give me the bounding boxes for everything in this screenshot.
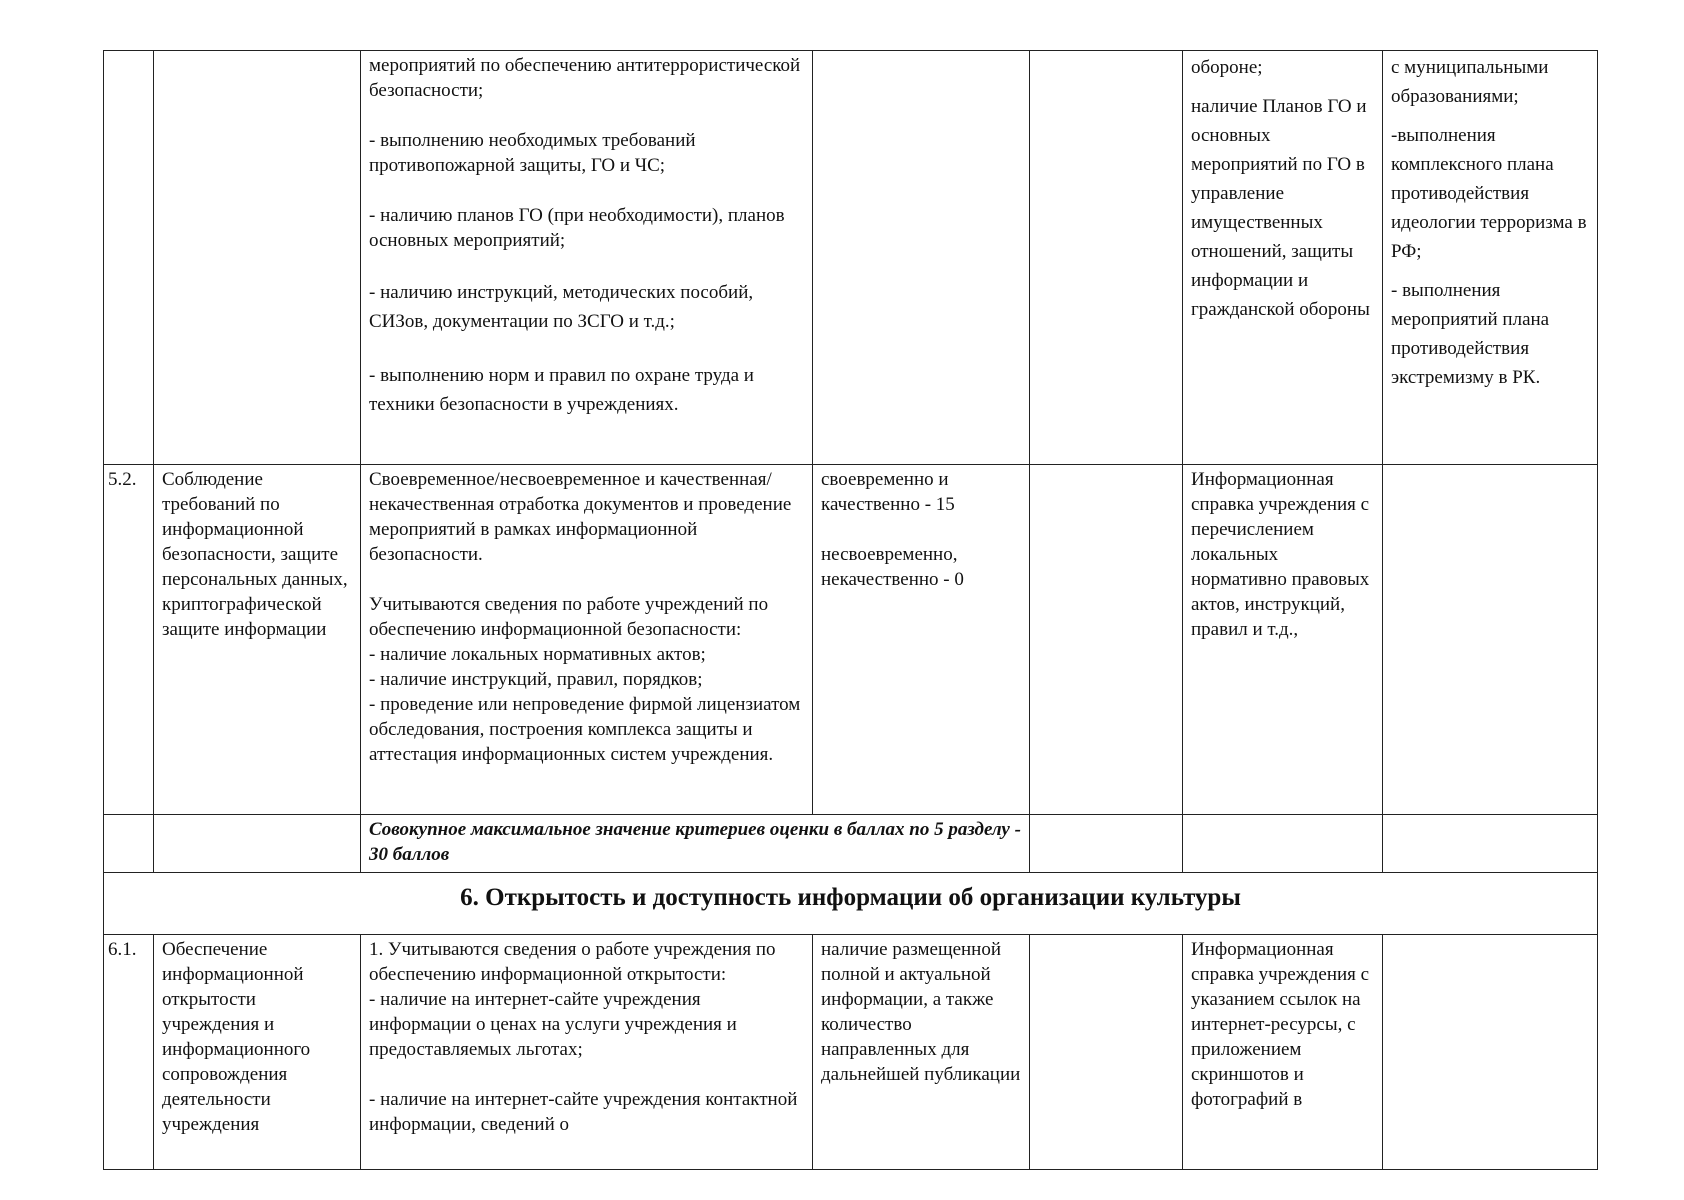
source-cell bbox=[1183, 935, 1383, 1170]
criterion-description-cell bbox=[361, 51, 813, 465]
source-cell: Информационная справка учреждения с перечислением локальных нормативно правовых актов, инструкций, правил и т.д., bbox=[1183, 465, 1383, 815]
description-paragraph: - выполнению необходимых требований противопожарной защиты, ГО и ЧС; bbox=[369, 130, 696, 176]
source-paragraph: наличие Планов ГО и основных мероприятий по ГО в управление имущественных отношений, защиты информации и гражданской обороны bbox=[1191, 96, 1370, 320]
row-number: 6.1. bbox=[104, 935, 154, 1170]
score-line: несвоевременно, некачественно - 0 bbox=[821, 544, 964, 590]
responsible-cell bbox=[1383, 51, 1598, 465]
score-cell bbox=[813, 51, 1030, 465]
score-cell bbox=[813, 935, 1030, 1170]
score-line: своевременно и качественно - 15 bbox=[821, 469, 955, 515]
empty-cell bbox=[1030, 935, 1183, 1170]
empty-cell bbox=[1030, 465, 1183, 815]
empty-cell bbox=[1030, 815, 1183, 873]
section-heading-row bbox=[104, 873, 1598, 935]
criterion-description bbox=[361, 465, 813, 815]
table-row bbox=[104, 465, 1598, 815]
table-row bbox=[104, 51, 1598, 465]
responsible-paragraph: - выполнения мероприятий плана противодействия экстремизму в РК. bbox=[1391, 280, 1550, 388]
table-row bbox=[104, 935, 1598, 1170]
empty-cell bbox=[1383, 815, 1598, 873]
description-block bbox=[369, 937, 804, 1167]
responsible-paragraph: -выполнения комплексного плана противодействия идеологии терроризма в РФ; bbox=[1391, 125, 1587, 262]
description-line: - наличие на интернет-сайте учреждения информации о ценах на услуги учреждения и предоставляемых льготах; bbox=[369, 989, 737, 1060]
description-line: - проведение или непроведение фирмой лицензиатом обследования, построения комплекса защиты и аттестация информационных систем учреждения. bbox=[369, 694, 801, 765]
section-total: Совокупное максимальное значение критериев оценки в баллах по 5 разделу - 30 баллов bbox=[361, 815, 1030, 873]
score-cell bbox=[813, 465, 1030, 815]
empty-cell bbox=[1030, 51, 1183, 465]
description-line: Учитываются сведения по работе учреждений по обеспечению информационной безопасности: bbox=[369, 594, 769, 640]
total-row bbox=[104, 815, 1598, 873]
empty-cell bbox=[1383, 935, 1598, 1170]
row-number-cell bbox=[104, 51, 154, 465]
responsible-cell bbox=[1383, 465, 1598, 815]
description-paragraph: - наличию планов ГО (при необходимости), планов основных мероприятий; bbox=[369, 205, 785, 251]
criterion-name-cell bbox=[154, 935, 361, 1170]
empty-cell bbox=[104, 815, 154, 873]
section-title: 6. Открытость и доступность информации об организации культуры bbox=[104, 873, 1598, 935]
criterion-name: Обеспечение информационной открытости учреждения и информационного сопровождения деятельности учреждения bbox=[162, 939, 311, 1135]
description-line: - наличие инструкций, правил, порядков; bbox=[369, 669, 703, 690]
responsible-paragraph: с муниципальными образованиями; bbox=[1391, 57, 1549, 107]
description-line: Своевременное/несвоевременное и качественная/некачественная отработка документов и проведение мероприятий в рамках информационной безопасности. bbox=[369, 469, 792, 565]
description-spacer bbox=[369, 567, 804, 592]
description-line: - наличие на интернет-сайте учреждения контактной информации, сведений о bbox=[369, 1089, 798, 1135]
description-paragraph: мероприятий по обеспечению антитеррористической безопасности; bbox=[369, 55, 801, 101]
criterion-description bbox=[361, 935, 813, 1170]
empty-cell bbox=[1183, 815, 1383, 873]
description-line: 1. Учитываются сведения о работе учреждения по обеспечению информационной открытости: bbox=[369, 939, 776, 985]
description-line: - наличие локальных нормативных актов; bbox=[369, 644, 706, 665]
source-text: Информационная справка учреждения с указанием ссылок на интернет-ресурсы, с приложением скриншотов и фотографий в bbox=[1191, 939, 1370, 1110]
source-cell bbox=[1183, 51, 1383, 465]
criterion-name-cell bbox=[154, 51, 361, 465]
score-text: наличие размещенной полной и актуальной информации, а также количество направленных для дальнейшей публикации bbox=[821, 939, 1021, 1085]
description-paragraph: - наличию инструкций, методических пособий, СИЗов, документации по ЗСГО и т.д.; bbox=[369, 282, 754, 332]
description-spacer bbox=[369, 1062, 804, 1087]
criterion-name: Соблюдение требований по информационной безопасности, защите персональных данных, криптографической защите информации bbox=[154, 465, 361, 815]
empty-cell bbox=[154, 815, 361, 873]
score-spacer bbox=[821, 517, 1021, 542]
source-paragraph: обороне; bbox=[1191, 57, 1263, 78]
description-paragraph: - выполнению норм и правил по охране труда и техники безопасности в учреждениях. bbox=[369, 365, 754, 415]
criteria-table bbox=[103, 50, 1598, 1170]
row-number: 5.2. bbox=[104, 465, 154, 815]
